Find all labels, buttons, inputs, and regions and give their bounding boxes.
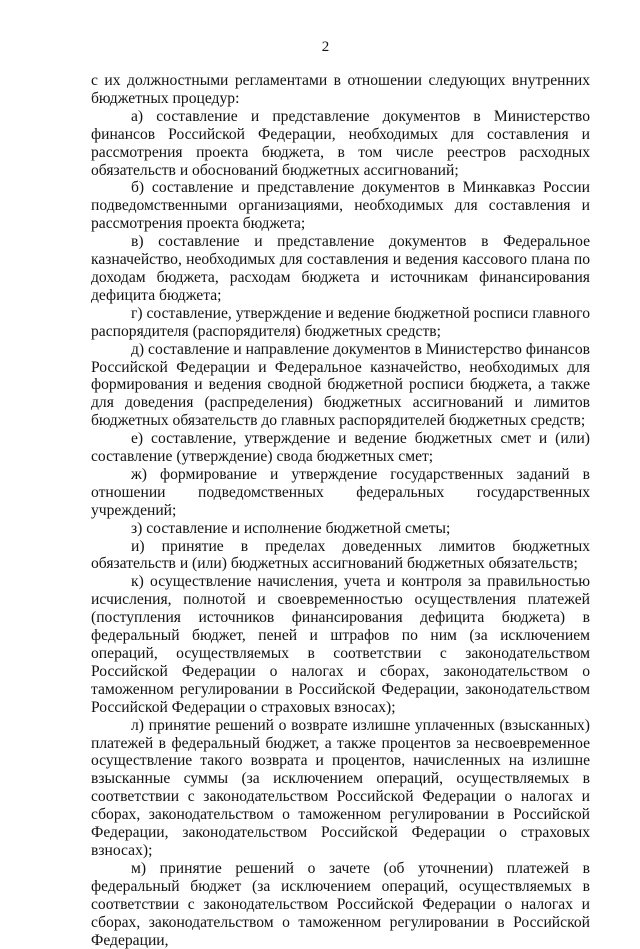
page-number: 2 <box>321 39 330 55</box>
paragraph-item-e: е) составление, утверждение и ведение бюджетных смет и (или) составление (утверждение) свода бюджетных смет; <box>91 430 590 466</box>
paragraph-item-i: и) принятие в пределах доведенных лимитов бюджетных обязательств и (или) бюджетных ассигнований бюджетных обязательств; <box>91 537 590 573</box>
paragraph-intro: с их должностными регламентами в отношении следующих внутренних бюджетных процедур: <box>91 72 590 107</box>
paragraph-item-a: а) составление и представление документов в Министерство финансов Российской Федерации, необходимых для составления и рассмотрения проекта бюджета, в том числе реестров расходных обязательств и обоснований бюджетных ассигнований; <box>91 107 590 179</box>
paragraph-item-b: б) составление и представление документов в Минкавказ России подведомственными организациями, необходимых для составления и рассмотрения проекта бюджета; <box>91 179 590 233</box>
paragraph-item-l: л) принятие решений о возврате излишне уплаченных (взысканных) платежей в федеральный бюджет, а также процентов за несвоевременное осуществление такого возврата и процентов, начисленных на излишне взысканные суммы (за исключением операций, осуществляемых в соответствии с законодательством Российской Федерации о налогах и сборах, законодательством о таможенном регулировании в Российской Федерации, законодательством Российской Федерации о страховых взносах); <box>91 716 590 859</box>
paragraph-item-zh: ж) формирование и утверждение государственных заданий в отношении подведомственных федеральных государственных учреждений; <box>91 465 590 519</box>
paragraph-item-v: в) составление и представление документов в Федеральное казначейство, необходимых для составления и ведения кассового плана по доходам бюджета, расходам бюджета и источникам финансирования дефицита бюджета; <box>91 233 590 304</box>
paragraph-item-z: з) составление и исполнение бюджетной сметы; <box>131 519 451 537</box>
body-text <box>91 72 590 949</box>
paragraph-item-d: д) составление и направление документов в Министерство финансов Российской Федерации и Федеральное казначейство, необходимых для формирования и ведения сводной бюджетной росписи бюджета, а также для доведения (распределения) бюджетных ассигнований и лимитов бюджетных обязательств до главных распорядителей бюджетных средств; <box>91 340 591 430</box>
paragraph-item-m: м) принятие решений о зачете (об уточнении) платежей в федеральный бюджет (за исключением операций, осуществляемых в соответствии с законодательством Российской Федерации о налогах и сборах, законодательством о таможенном регулировании в Российской Федерации, <box>91 859 590 949</box>
paragraph-item-g: г) составление, утверждение и ведение бюджетной росписи главного распорядителя (распорядителя) бюджетных средств; <box>91 304 590 340</box>
paragraph-item-k: к) осуществление начисления, учета и контроля за правильностью исчисления, полнотой и своевременностью осуществления платежей (поступления источников финансирования дефицита бюджета) в федеральный бюджет, пеней и штрафов по ним (за исключением операций, осуществляемых в соответствии с законодательством Российской Федерации о налогах и сборах, законодательством о таможенном регулировании в Российской Федерации, законодательством Российской Федерации о страховых взносах); <box>91 573 590 716</box>
